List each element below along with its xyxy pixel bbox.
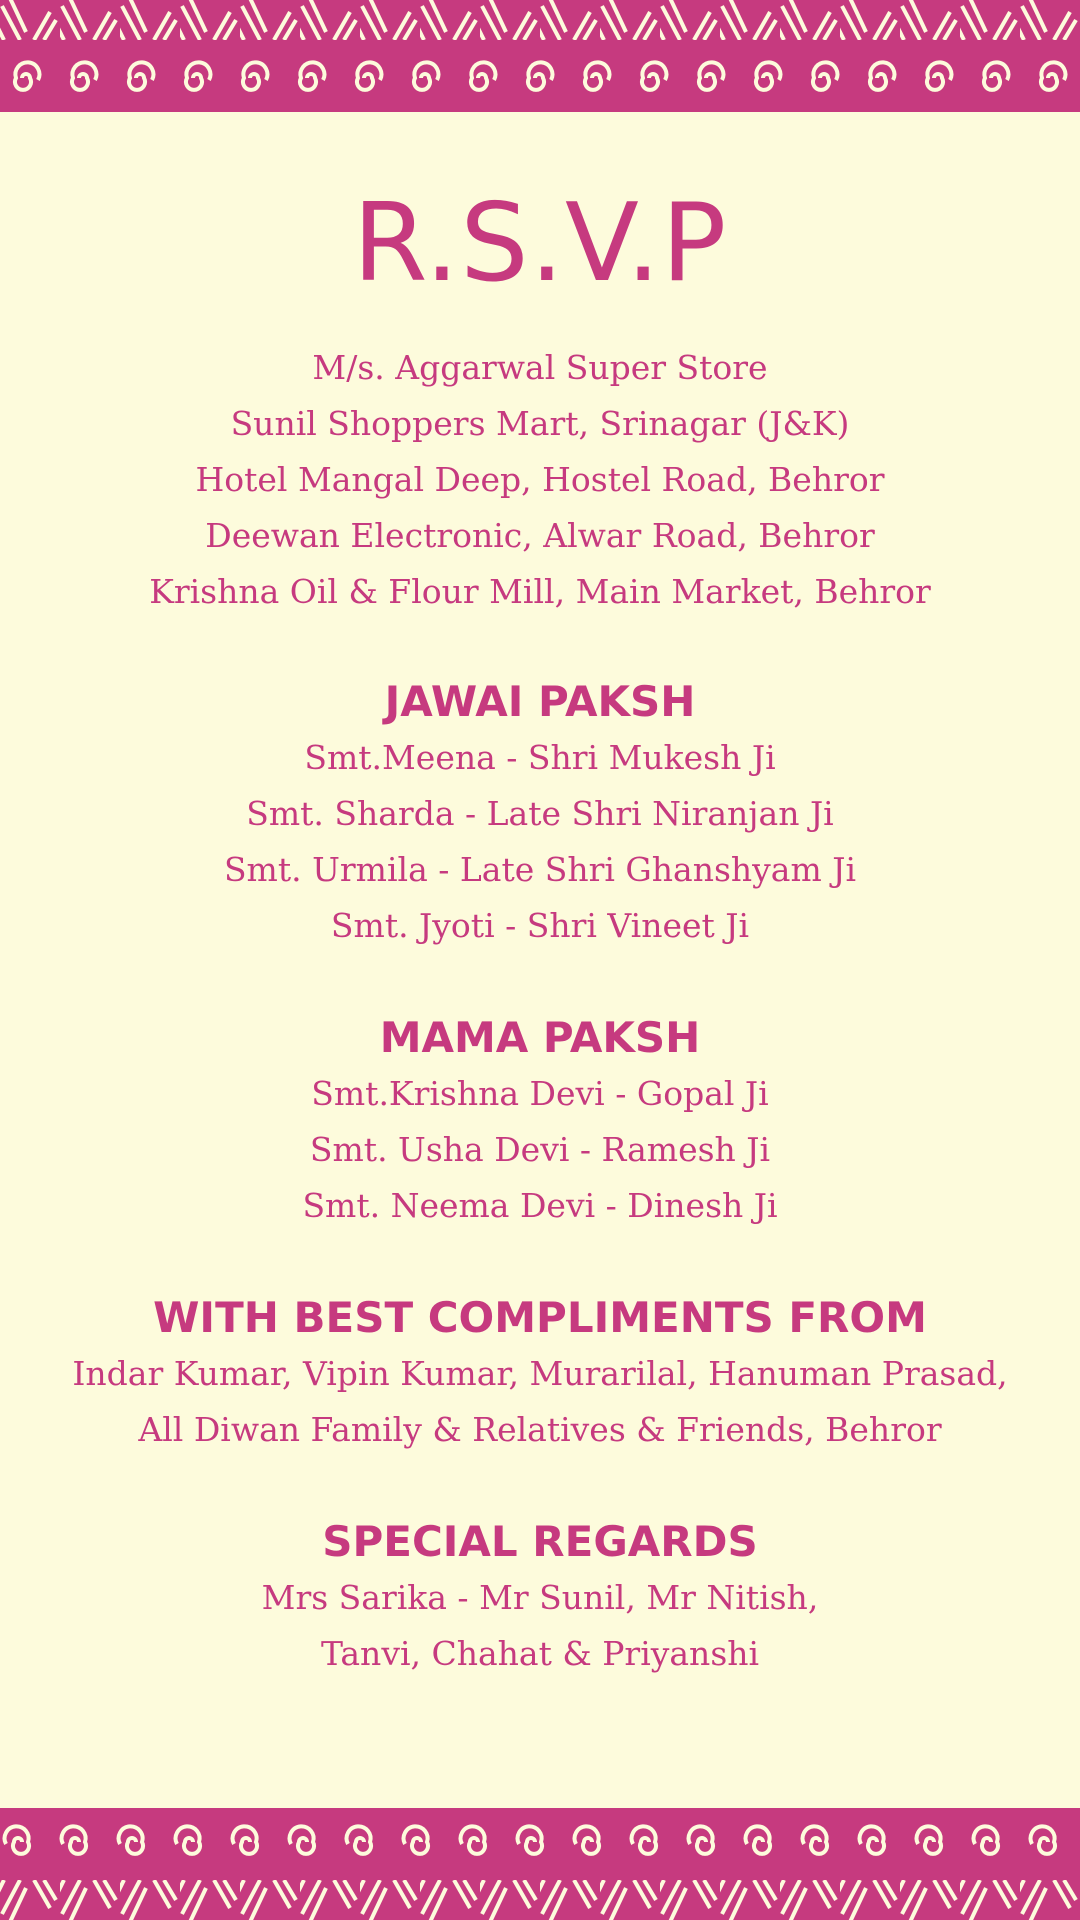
family-line: Smt. Sharda - Late Shri Niranjan Ji xyxy=(246,794,834,833)
invitation-card xyxy=(0,112,1080,1808)
compliments-line: Indar Kumar, Vipin Kumar, Murarilal, Hanuman Prasad, xyxy=(72,1354,1008,1393)
compliments-section xyxy=(0,1290,1080,1458)
family-line: Smt. Usha Devi - Ramesh Ji xyxy=(309,1130,771,1169)
bottom-decorative-border xyxy=(0,1808,1080,1920)
family-line: Smt. Jyoti - Shri Vineet Ji xyxy=(330,906,750,945)
rsvp-line: Deewan Electronic, Alwar Road, Behror xyxy=(205,516,875,555)
jawai-paksh-section xyxy=(0,674,1080,954)
rsvp-title: R.S.V.P xyxy=(352,181,728,306)
section-heading: MAMA PAKSH xyxy=(379,1013,701,1062)
rsvp-line: Hotel Mangal Deep, Hostel Road, Behror xyxy=(195,460,885,499)
compliments-line: All Diwan Family & Relatives & Friends, Behror xyxy=(138,1410,942,1449)
rsvp-list xyxy=(0,340,1080,620)
mama-paksh-section xyxy=(0,1010,1080,1234)
family-line: Smt.Krishna Devi - Gopal Ji xyxy=(311,1074,769,1113)
family-line: Smt. Neema Devi - Dinesh Ji xyxy=(302,1186,778,1225)
section-heading: WITH BEST COMPLIMENTS FROM xyxy=(153,1293,927,1342)
section-heading: JAWAI PAKSH xyxy=(384,677,696,726)
top-decorative-border xyxy=(0,0,1080,112)
rsvp-line: Krishna Oil & Flour Mill, Main Market, Behror xyxy=(149,572,931,611)
rsvp-line: M/s. Aggarwal Super Store xyxy=(312,348,768,387)
regards-line: Mrs Sarika - Mr Sunil, Mr Nitish, xyxy=(261,1578,819,1617)
family-line: Smt.Meena - Shri Mukesh Ji xyxy=(304,738,776,777)
rsvp-line: Sunil Shoppers Mart, Srinagar (J&K) xyxy=(230,404,850,443)
section-heading: SPECIAL REGARDS xyxy=(322,1517,758,1566)
family-line: Smt. Urmila - Late Shri Ghanshyam Ji xyxy=(223,850,857,889)
regards-line: Tanvi, Chahat & Priyanshi xyxy=(320,1634,760,1673)
special-regards-section xyxy=(0,1514,1080,1682)
